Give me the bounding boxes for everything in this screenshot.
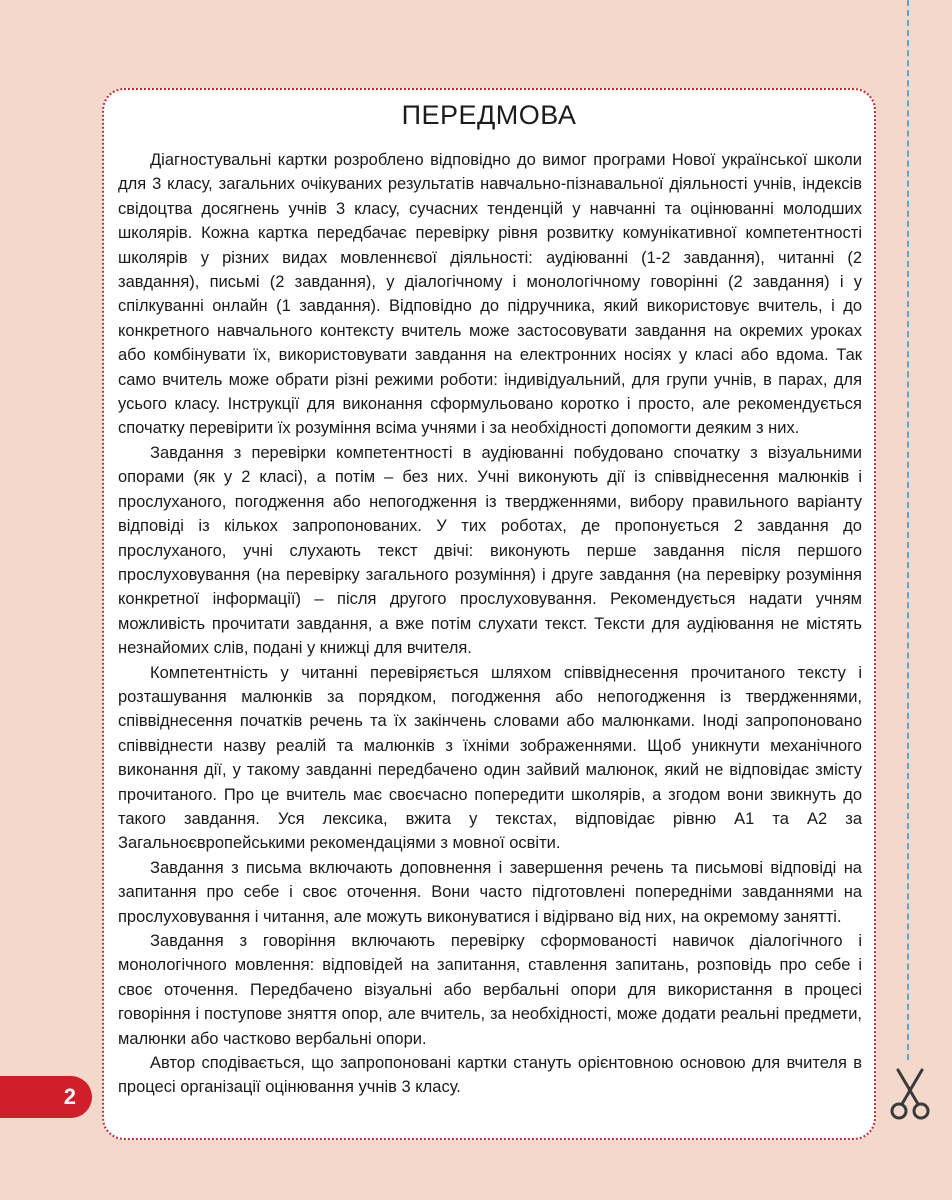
paragraph: Завдання з письма включають доповнення і завершення речень та письмові відповіді на запитання про себе і своє оточення. Вони часто підготовлені попередніми завданнями на прослуховування і читання, але можуть виконуватися і відірвано від них, на окремому занятті. <box>118 858 862 926</box>
page-title: ПЕРЕДМОВА <box>401 100 577 130</box>
preface-frame <box>102 88 876 1140</box>
cut-line <box>907 0 909 1060</box>
paragraph: Завдання з говоріння включають перевірку сформованості навичок діалогічного і монологічного мовлення: відповідей на запитання, ставлення запитань, розповідь про себе і своє оточення. Передбачено візуальні або вербальні опори для використання в процесі говоріння і поступове зняття опор, але вчитель, за необхідності, може додати реальні предмети, малюнки або частково вербальні опори. <box>118 932 862 1048</box>
scissors-icon <box>888 1066 932 1122</box>
page-number-tab <box>0 1076 92 1118</box>
page-number: 2 <box>63 1084 76 1109</box>
paragraph: Діагностувальні картки розроблено відповідно до вимог програми Нової української школи для 3 класу, загальних очікуваних результатів навчально-пізнавальної діяльності учнів, індексів свідоцтва досягнень учнів 3 класу, сучасних тенденцій у навчанні та оцінюванні молодших школярів. Кожна картка передбачає перевірку рівня розвитку комунікативної компетентності школярів у різних видах мовленнєвої діяльності: аудіюванні (1-2 завдання), читанні (2 завдання), письмі (2 завдання), у діалогічному і монологічному говорінні (2 завдання) і у спілкуванні онлайн (1 завдання). Відповідно до підручника, який використовує вчитель, і до конкретного навчального контексту вчитель може застосовувати завдання на окремих уроках або комбінувати їх, використовувати завдання на електронних носіях у класі або вдома. Так само вчитель може обрати різні режими роботи: індивідуальний, для групи учнів, в парах, для усього класу. Інструкції для виконання сформульовано коротко і просто, але рекомендується спочатку перевірити їх розуміння всіма учнями і за необхідності допомогти деяким з них. <box>118 151 862 438</box>
preface-text <box>118 148 862 1100</box>
paragraph: Завдання з перевірки компетентності в аудіюванні побудовано спочатку з візуальними опорами (як у 2 класі), а потім – без них. Учні виконують дії із співвіднесення малюнків і прослуханого, погодження або непогодження із твердженнями, вибору правильного варіанту відповіді із кількох запропонованих. У тих роботах, де пропонується 2 завдання до прослуханого, учні слухають текст двічі: виконують перше завдання після першого прослуховування (на перевірку загального розуміння) і друге завдання (на перевірку розуміння конкретної інформації) – після другого прослуховування. Рекомендується надати учням можливість прочитати завдання, а вже потім слухати текст. Тексти для аудіювання не містять незнайомих слів, подані у книжці для вчителя. <box>118 443 862 658</box>
paragraph: Автор сподівається, що запропоновані картки стануть орієнтовною основою для вчителя в процесі організації оцінювання учнів 3 класу. <box>118 1054 862 1097</box>
paragraph: Компетентність у читанні перевіряється шляхом співвіднесення прочитаного тексту і розташування малюнків за порядком, погодження або непогодження із твердженнями, співвіднесення початків речень та їх закінчень словами або малюнками. Іноді запропоновано співвіднести назву реалій та малюнків з їхніми зображеннями. Щоб уникнути механічного виконання дії, у такому завданні передбачено один зайвий малюнок, який не відповідає змісту прочитаного. Про це вчитель має своєчасно попередити школярів, а згодом вони звикнуть до такого завдання. Уся лексика, вжита у текстах, відповідає рівню А1 та А2 за Загальноєвропейськими рекомендаціями з мовної освіти. <box>118 663 862 853</box>
